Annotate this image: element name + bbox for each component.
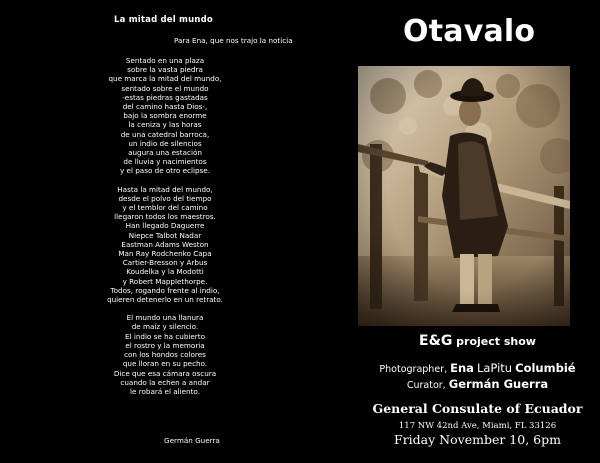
poem-dedication: Para Ena, que nos trajo la noticia — [174, 36, 293, 45]
poem-line: que marca la mitad del mundo, — [108, 74, 222, 84]
poem-line: de una catedral barroca, — [120, 129, 210, 139]
curator-label: Curator, — [406, 380, 446, 391]
photographer-first-name: Ena — [450, 361, 474, 375]
poem-line: El mundo una llanura — [126, 313, 204, 323]
poem-line: desde el polvo del tiempo — [118, 193, 212, 203]
poem-line: que lloran en su pecho. — [122, 359, 208, 369]
poem-line: Todos, rogando frente al indio, — [110, 285, 220, 295]
show-title — [355, 333, 600, 349]
poem-line: Niepce Talbot Nadar — [128, 230, 202, 240]
poem-line: con los hondos colores — [124, 350, 206, 360]
venue-address: 117 NW 42nd Ave, Miami, FL 33126 — [398, 421, 557, 431]
poem-line: la ceniza y las horas — [128, 120, 202, 130]
poem-line: cuando la echen a andar — [120, 377, 210, 387]
poem-line: Eastman Adams Weston — [121, 239, 209, 249]
poem-line: y el paso de otro eclipse. — [120, 166, 210, 176]
exhibit-photo — [358, 66, 570, 326]
photo-illustration — [358, 66, 570, 326]
poem-line: llegaron todos los maestros. — [114, 212, 216, 222]
poem-body — [40, 56, 290, 396]
poem-line: El indio se ha cubierto — [125, 331, 205, 341]
poem-line: Hasta la mitad del mundo, — [117, 184, 213, 194]
poem-line: bajo la sombra enorme — [123, 111, 207, 121]
show-prefix: E&G — [419, 333, 453, 349]
poem-line: de maíz y silencio. — [131, 322, 199, 332]
poem-stanza — [40, 56, 290, 176]
exhibit-title: Otavalo — [403, 14, 536, 49]
poem-line: quieren detenerlo en un retrato. — [107, 295, 223, 305]
poem-line: y Robert Mapplethorpe. — [122, 276, 208, 286]
poem-line: augura una estación — [128, 148, 202, 158]
poem-line: el rostro y la memoria — [125, 340, 205, 350]
exhibit-panel — [355, 0, 600, 463]
poem-author: Germán Guerra — [164, 436, 220, 445]
curator-name: Germán Guerra — [448, 377, 549, 391]
curator-credit — [355, 377, 600, 391]
photographer-nickname: LaPitu — [476, 361, 513, 375]
poem-line: Man Ray Rodchenko Capa — [118, 249, 212, 259]
poem-line: Han llegado Daguerre — [125, 221, 205, 231]
photographer-credit — [355, 361, 600, 375]
poem-line: Koudelka y la Modotti — [126, 267, 204, 277]
poem-line: Sentado en una plaza — [125, 56, 205, 65]
poem-line: del camino hasta Dios-, — [122, 102, 208, 112]
photographer-label: Photographer, — [379, 364, 448, 375]
poem-stanza — [40, 313, 290, 396]
venue-name: General Consulate of Ecuador — [372, 401, 583, 416]
event-date: Friday November 10, 6pm — [394, 432, 561, 447]
poem-line: de lluvia y nacimientos — [123, 157, 207, 167]
poem-line: y el temblor del camino — [122, 203, 208, 213]
poem-line: -estas piedras gastadas — [122, 92, 208, 102]
poem-line: Dice que esa cámara oscura — [113, 368, 217, 378]
poem-title: La mitad del mundo — [114, 15, 213, 25]
poem-line: un indio de silencios — [128, 138, 202, 148]
photographer-last-name: Columbié — [515, 361, 576, 375]
poem-line: sobre la vasta piedra — [127, 65, 203, 75]
poem-line: le robará el aliento. — [130, 386, 200, 396]
show-suffix: project show — [456, 335, 536, 348]
poem-line: Cartier-Bresson y Arbus — [122, 258, 208, 268]
poem-line: sentado sobre el mundo — [121, 83, 209, 93]
poem-stanza — [40, 185, 290, 305]
